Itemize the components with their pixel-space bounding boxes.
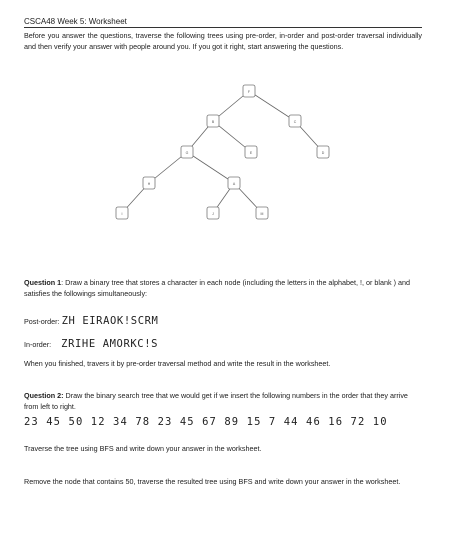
tree-node-label: C [293, 120, 297, 124]
tree-diagram [0, 0, 462, 260]
bfs-instruction: Traverse the tree using BFS and write down your answer in the worksheet. [24, 444, 262, 453]
tree-node-label: H [147, 182, 151, 186]
in-order-sequence: ZRIHE AMORKC!S [61, 338, 159, 350]
tree-node-g [181, 146, 193, 158]
worksheet-title: CSCA48 Week 5: Worksheet [24, 17, 127, 26]
post-order-label: Post-order: [24, 317, 60, 326]
tree-node-b [207, 115, 219, 127]
tree-node-i [116, 207, 128, 219]
tree-node-label: M [260, 212, 264, 216]
tree-node-j [207, 207, 219, 219]
tree-node-label: G [185, 151, 189, 155]
post-order-sequence: ZH EIRAOK!SCRM [61, 315, 159, 327]
insert-number-sequence: 23 45 50 12 34 78 23 45 67 89 15 7 44 46 16 72 10 [24, 416, 388, 428]
question-2-title: Question 2: [24, 391, 64, 400]
tree-node-c [289, 115, 301, 127]
question-1-text: : Draw a binary tree that stores a character in each node (including the letters in the alphabet, !, or blank ) and satisfies the followings simultaneously: [24, 278, 410, 298]
edge-root-c [249, 91, 295, 121]
question-1-title: Question 1 [24, 278, 62, 287]
question-1-prompt [24, 277, 424, 299]
tree-node-a [228, 177, 240, 189]
post-order-line [24, 316, 424, 327]
tree-node-label: B [211, 120, 215, 124]
tree-node-label: F [247, 90, 251, 94]
tree-node-root [243, 85, 255, 97]
tree-node-d [317, 146, 329, 158]
tree-edges [122, 91, 323, 213]
in-order-label: In-order: [24, 340, 52, 349]
tree-node-label: J [212, 212, 214, 216]
tree-node-label: A [232, 182, 236, 186]
tree-node-label: E [249, 151, 253, 155]
remove-node-instruction: Remove the node that contains 50, traverse the resulted tree using BFS and write down your answer in the worksheet. [24, 477, 401, 486]
in-order-line [24, 339, 424, 350]
tree-node-label: I [121, 212, 123, 216]
tree-node-e [245, 146, 257, 158]
tree-node-m [256, 207, 268, 219]
tree-node-label: D [321, 151, 325, 155]
tree-node-h [143, 177, 155, 189]
intro-text: Before you answer the questions, traverse the following trees using pre-order, in-order and post-order traversal individually and then verify your answer with people around you. If you got it right, start answering the questions. [24, 31, 422, 51]
question-2-text: Draw the binary search tree that we would get if we insert the following numbers in the order that they arrive from left to right. [24, 391, 408, 411]
question-2-prompt [24, 390, 424, 412]
pre-order-instruction: When you finished, travers it by pre-order traversal method and write the result in the worksheet. [24, 359, 331, 368]
edge-g-a [187, 152, 234, 183]
